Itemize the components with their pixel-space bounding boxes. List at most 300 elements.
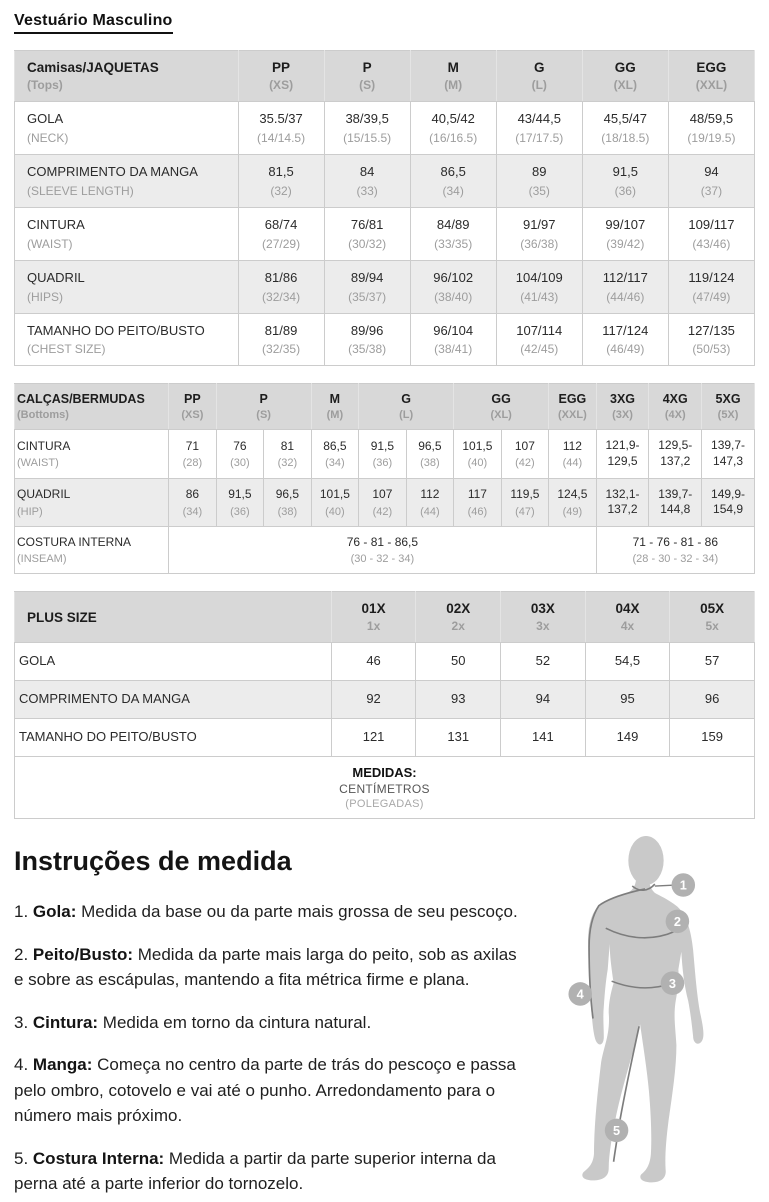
size-sublabel: (XXL) [558,409,587,422]
measure-value-cell [416,719,501,757]
instruction-term: Gola: [32,902,77,922]
value-cm: 99/107 [605,216,646,232]
instruction-term: Cintura: [32,1012,99,1032]
size-label: M [329,392,341,407]
value-in: (34) [182,505,203,518]
value-cm: 50 [450,653,466,669]
measure-value-cell [668,102,754,155]
measure-value-cell [324,260,410,313]
size-sublabel: (S) [256,409,271,422]
table-title: CALÇAS/BERMUDAS [17,392,145,407]
measure-row [15,430,755,478]
instruction-text: Medida em torno da cintura natural. [98,1012,372,1032]
size-label: EGG [696,60,727,75]
value-cm: 81/89 [264,322,298,338]
measure-value-cell [501,430,549,478]
measure-value-cell [670,719,755,757]
measure-row-label [15,313,239,366]
value-cm: 94 [704,163,719,179]
measure-name-en: (NECK) [27,130,69,145]
size-sublabel: (4X) [664,409,686,422]
measure-value-cell [169,430,217,478]
value-cm: 35.5/37 [259,111,303,126]
measure-value-cell [596,478,649,526]
measure-name-en: (WAIST) [17,457,59,470]
value-cm: 96/104 [433,322,474,338]
instruction-number: 1. [14,902,33,922]
measure-value-cell [496,154,582,207]
value-cm: 48/59,5 [689,111,734,126]
measure-value-cell [331,681,416,719]
measure-value-cell [238,102,324,155]
size-column-header [585,592,670,643]
value-cm: 38/39,5 [345,111,389,126]
size-sublabel: (S) [359,78,376,92]
value-cm: 119,5 [510,486,540,501]
value-in: (39/42) [606,236,645,251]
value-cm: 117/124 [602,322,649,338]
size-column-header [549,384,597,430]
value-cm: 71 [185,438,200,453]
value-in: (47) [515,505,535,518]
value-cm: 121,9-129,5 [605,438,640,469]
table-header-label [15,51,239,102]
size-label: M [447,60,459,75]
value-cm: 91,5 [612,163,638,179]
units-row [15,757,755,819]
value-in: (40) [467,457,488,470]
value-in: (46) [467,505,488,518]
plus-size-table [14,591,755,819]
value-in: (32/34) [262,289,301,304]
measure-row [15,478,755,526]
measure-row-label [15,260,239,313]
value-in: (16/16.5) [429,130,478,145]
value-cm: 149 [616,729,639,745]
value-in: (35/37) [348,289,387,304]
measure-value-cell [238,313,324,366]
measure-value-cell [238,260,324,313]
size-column-header [454,384,549,430]
measure-row [15,719,755,757]
measure-value-cell [496,313,582,366]
value-in: (47/49) [692,289,731,304]
size-label: GG [491,392,511,407]
value-in: (38/40) [434,289,473,304]
measure-value-cell [501,719,586,757]
table-header-label [15,592,332,643]
value-cm: 91,5 [370,438,395,453]
size-column-header [670,592,755,643]
size-column-header [410,51,496,102]
value-cm: 57 [704,653,720,669]
units-primary: CENTÍMETROS [339,782,430,797]
value-cm: 124,5 [557,486,588,501]
body-measurement-figure [536,834,755,1202]
size-sublabel: 5x [705,619,719,634]
measure-value-cell [596,430,649,478]
value-cm: 76/81 [350,216,384,232]
value-cm: 54,5 [614,653,641,669]
value-cm: 91/97 [522,216,556,232]
measure-value-cell [238,207,324,260]
measure-name: GOLA [27,111,64,126]
value-in: (28 - 30 - 32 - 34) [632,553,719,566]
measure-value-cell [670,681,755,719]
measure-value-cell [311,478,359,526]
size-sublabel: (XS) [181,409,204,422]
measure-name-en: (WAIST) [27,236,73,251]
measure-row-label [15,154,239,207]
value-in: (30 - 32 - 34) [350,553,415,566]
size-header-row [15,592,755,643]
value-in: (33/35) [434,236,473,251]
value-cm: 89 [532,163,547,179]
size-sublabel: (L) [399,409,414,422]
value-in: (42) [515,457,535,470]
size-label: EGG [558,392,587,407]
value-cm: 91,5 [228,486,252,501]
value-cm: 89/94 [350,269,384,285]
bottoms-table-head [15,384,755,430]
size-sublabel: 4x [620,619,635,634]
size-label: G [533,60,545,75]
measure-row-label [15,207,239,260]
value-cm: 104/109 [515,269,563,285]
measure-value-cell [264,478,312,526]
value-in: (40) [325,505,345,518]
value-in: (30/32) [348,236,387,251]
size-column-header [331,592,416,643]
value-in: (36) [372,457,393,470]
measure-row [15,526,755,574]
value-cm: 109/117 [688,216,735,232]
value-cm: 112/117 [602,269,648,285]
value-in: (36) [614,183,636,198]
measure-value-cell [324,313,410,366]
size-label: 3XG [610,392,636,407]
size-sublabel: (XL) [613,78,637,92]
size-column-header [649,384,702,430]
measure-value-cell [324,102,410,155]
marker-1 [672,873,696,897]
size-sublabel: 2x [451,619,465,634]
table-title: PLUS SIZE [27,609,97,625]
measure-name-en: (HIP) [17,505,43,518]
size-label: GG [614,60,636,75]
measure-value-cell [416,643,501,681]
instruction-term: Manga: [32,1055,93,1075]
size-sublabel: 1x [366,619,381,634]
value-in: (50/53) [692,342,731,357]
instruction-text: Medida a partir da parte superior interna da perna até a parte inferior do tornozelo. [14,1148,496,1194]
plus-table-head [15,592,755,643]
size-sublabel: 3x [536,619,550,634]
measure-value-cell [331,719,416,757]
size-sublabel: (3X) [612,409,633,422]
instruction-text: Começa no centro da parte de trás do pescoço e passa pelo ombro, cotovelo e vai até o punho. Arredondamento para o número mais próximo. [14,1055,516,1126]
value-cm: 76 [233,438,247,453]
value-cm: 71 - 76 - 81 - 86 [632,534,719,549]
marker-3-number: 3 [668,975,677,991]
size-column-header [582,51,668,102]
size-column-header [596,384,649,430]
value-in: (15/15.5) [343,130,392,145]
value-in: (34) [325,457,345,470]
measure-value-cell [585,719,670,757]
measure-value-cell [238,154,324,207]
value-cm: 127/135 [687,322,735,338]
value-in: (35/38) [348,342,387,357]
measure-name: CINTURA [17,438,71,453]
value-cm: 107 [372,486,393,501]
value-cm: 76 - 81 - 86,5 [346,534,419,549]
value-cm: 81/86 [264,269,298,285]
value-in: (38) [277,505,298,518]
instruction-text: Medida da parte mais larga do peito, sob as axilas e sobre as escápulas, mantendo a fita métrica firme e plana. [14,944,517,990]
tops-table-head [15,51,755,102]
measure-value-cell [649,430,702,478]
units-cell [15,757,755,819]
value-in: (43/46) [692,236,731,251]
marker-4 [568,982,592,1006]
value-in: (44/46) [606,289,645,304]
measure-value-cell [496,260,582,313]
value-cm: 46 [366,653,381,669]
size-label: G [401,392,411,407]
value-in: (27/29) [262,236,301,251]
measure-name: COSTURA INTERNA [17,534,132,549]
measure-value-cell [670,643,755,681]
measure-value-cell [649,478,702,526]
measure-value-cell [668,207,754,260]
measure-name-en: (INSEAM) [17,553,67,566]
value-cm: 121 [362,729,385,745]
marker-1-number: 1 [679,877,687,893]
bottoms-table-body [15,430,755,574]
measure-value-cell [549,430,597,478]
measure-row-label [15,430,169,478]
measure-value-cell [410,154,496,207]
value-in: (14/14.5) [257,130,306,145]
size-sublabel: (M) [326,409,344,422]
value-cm: 52 [535,653,551,669]
measure-value-cell [454,478,502,526]
units-title: MEDIDAS: [352,765,417,781]
value-cm: 107/114 [516,322,563,338]
measure-value-cell [702,430,755,478]
instruction-number: 5. [14,1148,33,1168]
size-column-header [169,384,217,430]
value-in: (49) [562,505,583,518]
measure-value-cell [324,154,410,207]
measure-name: TAMANHO DO PEITO/BUSTO [27,322,205,338]
plus-table-foot [15,757,755,819]
measure-value-cell [582,313,668,366]
table-title: Camisas/JAQUETAS [27,60,159,75]
value-in: (17/17.5) [515,130,564,145]
value-cm: 149,9-154,9 [711,486,746,517]
measure-value-cell [324,207,410,260]
measure-value-cell [311,430,359,478]
value-cm: 40,5/42 [431,111,475,126]
size-label: 02X [446,601,471,617]
measure-value-cell [410,102,496,155]
value-cm: 86,5 [323,438,347,453]
size-sublabel: (M) [444,78,463,92]
units-secondary: (POLEGADAS) [345,798,424,811]
instruction-term: Costura Interna: [32,1148,165,1168]
size-column-header [702,384,755,430]
tops-table-body [15,102,755,366]
value-in: (28) [182,457,203,470]
size-header-row [15,384,755,430]
value-in: (36) [230,505,250,518]
measure-row-label [15,719,332,757]
value-in: (18/18.5) [601,130,650,145]
measure-value-cell [454,430,502,478]
value-cm: 132,1-137,2 [605,486,640,517]
value-cm: 95 [620,691,635,707]
value-in: (36/38) [520,236,559,251]
measure-name: GOLA [19,653,56,669]
measure-value-cell [496,207,582,260]
size-label: 01X [361,601,386,617]
size-column-header [311,384,359,430]
measure-value-cell [406,430,454,478]
measure-row [15,102,755,155]
measure-name: TAMANHO DO PEITO/BUSTO [19,729,197,745]
size-column-header [416,592,501,643]
value-cm: 84/89 [436,216,470,232]
size-header-row [15,51,755,102]
value-cm: 86 [185,486,200,501]
measure-value-cell [416,681,501,719]
marker-3 [661,971,685,995]
value-in: (32/35) [262,342,301,357]
measure-name: QUADRIL [27,269,85,285]
measure-value-cell [668,154,754,207]
measure-value-cell [496,102,582,155]
value-cm: 119/124 [688,269,735,285]
size-label: 04X [615,601,640,617]
size-sublabel: (XL) [490,409,512,422]
size-column-header [324,51,410,102]
measure-value-cell [410,260,496,313]
value-cm: 92 [366,691,381,707]
instructions-title: Instruções de medida [14,846,292,877]
value-in: (41/43) [520,289,559,304]
value-cm: 139,7-144,8 [658,486,693,517]
measure-name-en: (HIPS) [27,289,63,304]
value-cm: 43/44,5 [517,111,561,126]
measure-row [15,207,755,260]
size-sublabel: (XXL) [695,78,728,92]
measure-value-cell [585,643,670,681]
size-column-header [496,51,582,102]
measure-row [15,154,755,207]
measure-row [15,313,755,366]
measure-value-cell [582,260,668,313]
value-cm: 117 [467,486,487,501]
measure-name-en: (CHEST SIZE) [27,342,106,357]
value-in: (30) [230,457,250,470]
size-label: P [362,60,372,75]
value-cm: 159 [701,729,723,745]
measure-row-label [15,681,332,719]
value-cm: 131 [447,729,470,745]
value-in: (34) [442,183,464,198]
value-cm: 139,7-147,3 [711,438,746,469]
size-label: P [259,392,268,407]
size-label: 03X [530,601,555,617]
marker-2-number: 2 [673,914,681,930]
value-cm: 101,5 [462,438,493,453]
inseam-group-cell [169,526,597,574]
value-cm: 112 [420,486,440,501]
measure-value-cell [585,681,670,719]
measure-row [15,643,755,681]
value-in: (38/41) [434,342,473,357]
value-in: (37) [700,183,723,198]
value-cm: 112 [562,438,582,453]
marker-4-number: 4 [576,986,584,1002]
figure-head [628,836,663,885]
measure-name-en: (SLEEVE LENGTH) [27,183,134,198]
marker-5 [605,1119,629,1143]
measure-value-cell [702,478,755,526]
measure-value-cell [331,643,416,681]
value-cm: 96 [704,691,720,707]
value-cm: 96/102 [433,269,474,285]
measure-value-cell [216,430,264,478]
size-label: PP [184,392,201,407]
measure-value-cell [501,643,586,681]
inseam-group-cell [596,526,754,574]
measure-name: CINTURA [27,216,85,232]
value-cm: 84 [359,163,375,179]
value-cm: 93 [450,691,466,707]
measure-value-cell [668,313,754,366]
size-label: 5XG [715,392,741,407]
value-in: (44) [420,505,440,518]
value-cm: 68/74 [264,216,298,232]
bottoms-size-table [14,383,755,574]
measure-value-cell [410,313,496,366]
measure-value-cell [359,478,407,526]
plus-table-body [15,643,755,757]
instruction-text: Medida da base ou da parte mais grossa de seu pescoço. [76,902,518,922]
measure-row [15,260,755,313]
value-in: (44) [562,457,583,470]
value-in: (33) [356,183,378,198]
instruction-number: 3. [14,1012,33,1032]
value-cm: 89/96 [350,322,384,338]
value-cm: 129,5-137,2 [658,438,693,469]
measure-row-label [15,478,169,526]
value-cm: 107 [514,438,535,453]
size-sublabel: (L) [531,78,547,92]
measure-name: COMPRIMENTO DA MANGA [19,691,190,707]
value-cm: 141 [532,729,554,745]
value-in: (38) [420,457,440,470]
size-label: 4XG [662,392,688,407]
measuring-instructions-section [14,846,755,1197]
measure-value-cell [582,102,668,155]
value-cm: 86,5 [440,163,466,179]
size-column-header [359,384,454,430]
measure-row-label [15,526,169,574]
